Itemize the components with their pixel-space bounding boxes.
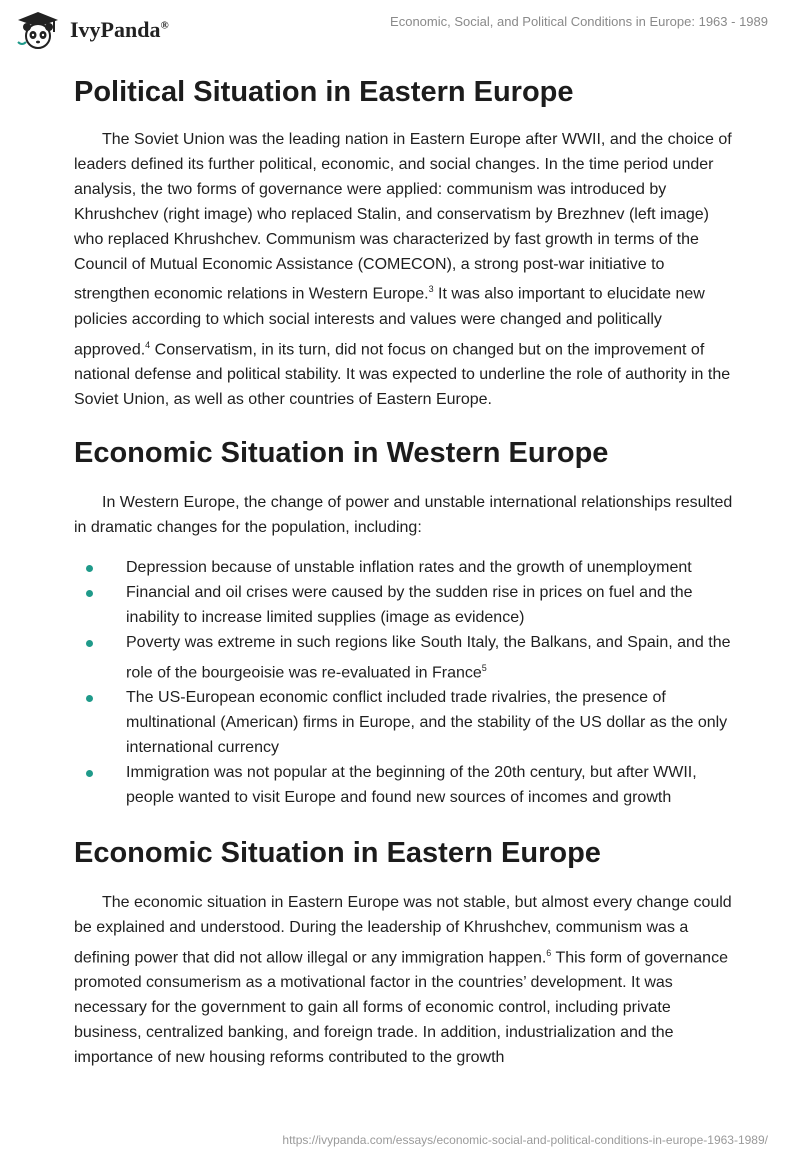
- paragraph: The Soviet Union was the leading nation in Eastern Europe after WWII, and the choice of leaders defined its further political, economic, and social changes. In the time period under analysis, the two forms of governance were applied: communism was introduced by Khrushchev (right image) who replaced Stalin, and conservatism by Brezhnev (left image) who replaced Khrushchev. Communism was characterized by fast growth in terms of the Council of Mutual Economic Assistance (COMECON), a strong post-war initiative to strengthen economic relations in Western Europe.$^3$ It was also important to elucidate new policies according to which social interests and values were changed and politically approved.$^4$ Conservatism, in its turn, did not focus on changed but on the improvement of national defense and political stability. It was expected to underline the role of authority in the Soviet Union, as well as other countries of Eastern Europe.: [74, 131, 732, 408]
- paragraph: The economic situation in Eastern Europe was not stable, but almost every change could be explained and understood. During the leadership of Khrushchev, communism was a defining power that did not allow illegal or any immigration happen.$^6$ This form of governance promoted consumerism as a motivational factor in the countries’ development. It was necessary for the government to gain all forms of economic control, including private business, centralized banking, and foreign trade. In addition, industrialization and the importance of new housing reforms contributed to the growth: [74, 893, 732, 1066]
- list-item: Financial and oil crises were caused by the sudden rise in prices on fuel and the inability to increase limited supplies (image as evidence): [74, 581, 734, 631]
- footnote-ref[interactable]: 5: [481, 663, 487, 674]
- bullet-icon: [86, 640, 93, 647]
- bullet-icon: [86, 770, 93, 777]
- footnote-ref[interactable]: 3: [428, 284, 434, 295]
- bullet-icon: [86, 590, 93, 597]
- brand-name: IvyPanda®: [70, 17, 169, 42]
- page-url[interactable]: https://ivypanda.com/essays/economic-social-and-political-conditions-in-europe-1963-1989/: [282, 1133, 768, 1147]
- list-item: Poverty was extreme in such regions like South Italy, the Balkans, and Spain, and the role of the bourgeoisie was re-evaluated in France$^5$: [74, 631, 734, 686]
- list-item: Immigration was not popular at the beginning of the 20th century, but after WWII, people wanted to visit Europe and found new sources of incomes and growth: [74, 761, 734, 811]
- paragraph: In Western Europe, the change of power and unstable international relationships resulted in dramatic changes for the population, including:: [74, 493, 733, 536]
- panda-graduate-icon: [14, 10, 64, 50]
- logo[interactable]: [14, 10, 169, 50]
- section-heading: Political Situation in Eastern Europe: [74, 76, 574, 108]
- list-item: The US-European economic conflict included trade rivalries, the presence of multinational (American) firms in Europe, and the stability of the US dollar as the only international currency: [74, 686, 734, 761]
- document-title: Economic, Social, and Political Conditions in Europe: 1963 - 1989: [390, 14, 768, 29]
- article-content: [74, 72, 734, 1071]
- bullet-list: [74, 556, 734, 810]
- section-heading: Economic Situation in Eastern Europe: [74, 836, 601, 869]
- list-item: Depression because of unstable inflation rates and the growth of unemployment: [74, 556, 734, 581]
- footnote-ref[interactable]: 4: [145, 339, 151, 350]
- page-header: [0, 0, 800, 60]
- section-heading: Economic Situation in Western Europe: [74, 436, 609, 469]
- footnote-ref[interactable]: 6: [546, 947, 552, 958]
- bullet-icon: [86, 695, 93, 702]
- bullet-icon: [86, 565, 93, 572]
